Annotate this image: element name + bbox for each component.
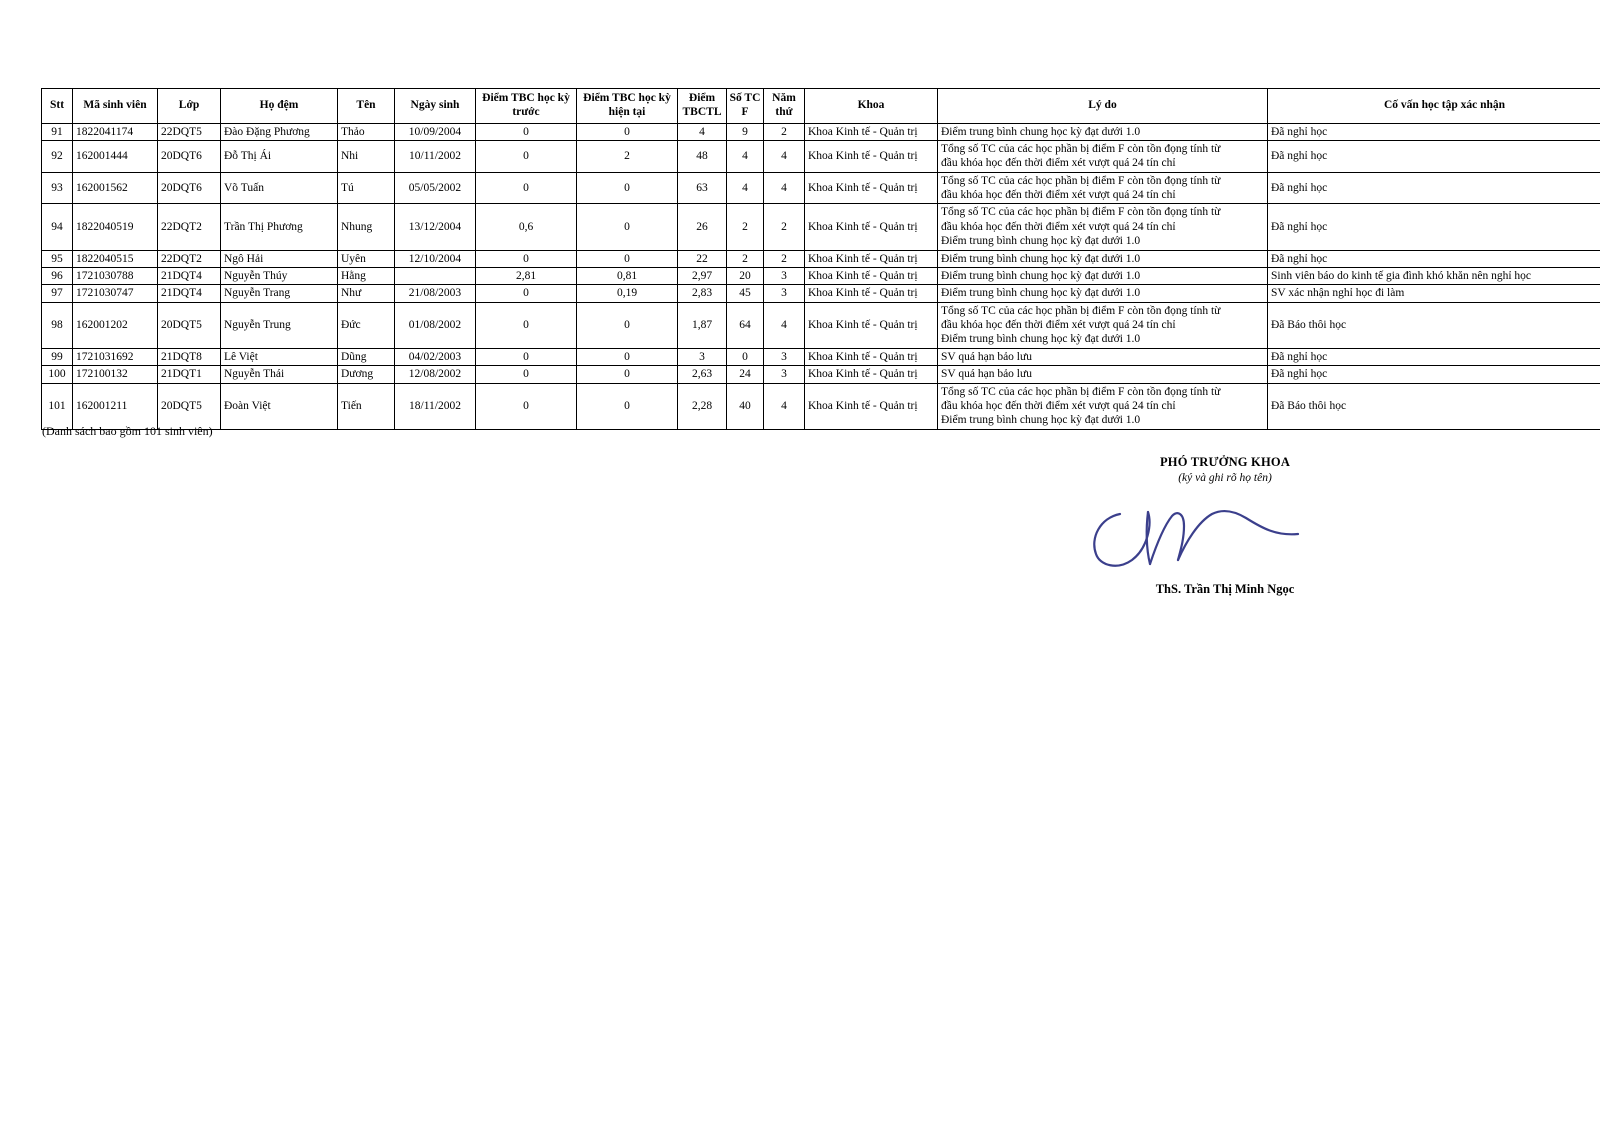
- cell-ten: Tiến: [338, 383, 395, 429]
- cell-ten: Dương: [338, 366, 395, 383]
- cell-ly-do: [938, 267, 1268, 284]
- cell-ma-sinh-vien: 1822040519: [73, 204, 158, 250]
- header-nam-thu: Năm thứ: [764, 89, 805, 124]
- cell-ngay-sinh: 12/08/2002: [395, 366, 476, 383]
- cell-diem-tbc-ky-hien-tai: 0: [577, 204, 678, 250]
- cell-ten: Uyên: [338, 250, 395, 267]
- table-row: [42, 285, 1600, 302]
- table-row: [42, 172, 1600, 204]
- ly-do-line: Điểm trung bình chung học kỳ đạt dưới 1.0: [941, 287, 1141, 300]
- cell-ngay-sinh: 10/09/2004: [395, 123, 476, 140]
- cell-diem-tbc-ky-truoc: 0: [476, 140, 577, 172]
- cell-diem-tbc-ky-truoc: 0: [476, 302, 577, 348]
- signature-instruction: (ký và ghi rõ họ tên): [1178, 472, 1272, 484]
- cell-ly-do: [938, 123, 1268, 140]
- ly-do-line: đầu khóa học đến thời điểm xét vượt quá 24 tín chỉ: [941, 189, 1176, 202]
- cell-khoa: Khoa Kinh tế - Quản trị: [805, 267, 938, 284]
- cell-lop: 22DQT2: [158, 250, 221, 267]
- cell-diem-tbctl: 26: [678, 204, 727, 250]
- cell-khoa: Khoa Kinh tế - Quản trị: [805, 285, 938, 302]
- cell-ma-sinh-vien: 1721031692: [73, 348, 158, 365]
- cell-ma-sinh-vien: 162001202: [73, 302, 158, 348]
- cell-lop: 21DQT8: [158, 348, 221, 365]
- cell-ngay-sinh: 10/11/2002: [395, 140, 476, 172]
- cell-ho-dem: Đoàn Việt: [221, 383, 338, 429]
- table-header: [42, 89, 1600, 124]
- cell-ho-dem: Trần Thị Phương: [221, 204, 338, 250]
- cell-diem-tbctl: 2,28: [678, 383, 727, 429]
- cell-so-tc-f: 20: [727, 267, 764, 284]
- cell-so-tc-f: 9: [727, 123, 764, 140]
- cell-diem-tbc-ky-truoc: 0: [476, 250, 577, 267]
- cell-ho-dem: Ngô Hải: [221, 250, 338, 267]
- header-ngay-sinh: Ngày sinh: [395, 89, 476, 124]
- cell-diem-tbc-ky-hien-tai: 0: [577, 250, 678, 267]
- cell-co-van: Đã nghỉ học: [1268, 348, 1600, 365]
- cell-ma-sinh-vien: 1822040515: [73, 250, 158, 267]
- cell-stt: 101: [42, 383, 73, 429]
- cell-diem-tbc-ky-hien-tai: 0: [577, 123, 678, 140]
- cell-ly-do: [938, 383, 1268, 429]
- cell-co-van: Đã nghỉ học: [1268, 172, 1600, 204]
- cell-stt: 100: [42, 366, 73, 383]
- table-row: [42, 383, 1600, 429]
- cell-nam-thu: 3: [764, 366, 805, 383]
- ly-do-line: Điểm trung bình chung học kỳ đạt dưới 1.0: [941, 269, 1141, 282]
- cell-diem-tbc-ky-hien-tai: 0,19: [577, 285, 678, 302]
- student-table: [41, 88, 1600, 430]
- ly-do-line: đầu khóa học đến thời điểm xét vượt quá 24 tín chỉ: [941, 220, 1176, 233]
- cell-so-tc-f: 4: [727, 172, 764, 204]
- cell-nam-thu: 2: [764, 123, 805, 140]
- cell-ma-sinh-vien: 1721030788: [73, 267, 158, 284]
- header-ho-dem: Họ đệm: [221, 89, 338, 124]
- cell-so-tc-f: 45: [727, 285, 764, 302]
- cell-ho-dem: Nguyễn Trang: [221, 285, 338, 302]
- table-row: [42, 140, 1600, 172]
- cell-nam-thu: 4: [764, 172, 805, 204]
- table-row: [42, 250, 1600, 267]
- cell-ho-dem: Đỗ Thị Ái: [221, 140, 338, 172]
- cell-diem-tbctl: 3: [678, 348, 727, 365]
- ly-do-line: SV quá hạn bảo lưu: [941, 368, 1032, 381]
- table-row: [42, 366, 1600, 383]
- cell-stt: 91: [42, 123, 73, 140]
- table-header-row: [42, 89, 1600, 124]
- ly-do-line: Tổng số TC của các học phần bị điểm F còn tồn đọng tính từ: [941, 304, 1221, 317]
- cell-ly-do: [938, 250, 1268, 267]
- cell-diem-tbctl: 2,63: [678, 366, 727, 383]
- cell-diem-tbctl: 4: [678, 123, 727, 140]
- ly-do-line: đầu khóa học đến thời điểm xét vượt quá 24 tín chỉ: [941, 157, 1176, 170]
- header-ma-sinh-vien: Mã sinh viên: [73, 89, 158, 124]
- cell-ngay-sinh: 05/05/2002: [395, 172, 476, 204]
- cell-stt: 94: [42, 204, 73, 250]
- cell-lop: 20DQT6: [158, 140, 221, 172]
- cell-lop: 20DQT5: [158, 302, 221, 348]
- cell-co-van: Đã nghỉ học: [1268, 250, 1600, 267]
- cell-lop: 21DQT1: [158, 366, 221, 383]
- cell-diem-tbc-ky-truoc: 0: [476, 383, 577, 429]
- cell-diem-tbctl: 2,83: [678, 285, 727, 302]
- cell-co-van: Sinh viên báo do kinh tế gia đình khó khăn nên nghỉ học: [1268, 267, 1600, 284]
- cell-ma-sinh-vien: 172100132: [73, 366, 158, 383]
- table-body: [42, 123, 1600, 429]
- cell-khoa: Khoa Kinh tế - Quản trị: [805, 123, 938, 140]
- ly-do-line: Điểm trung bình chung học kỳ đạt dưới 1.0: [941, 414, 1141, 427]
- cell-ten: Nhung: [338, 204, 395, 250]
- cell-diem-tbc-ky-truoc: 0: [476, 285, 577, 302]
- cell-co-van: Đã Báo thôi học: [1268, 383, 1600, 429]
- header-diem-tbctl: Điểm TBCTL: [678, 89, 727, 124]
- cell-stt: 97: [42, 285, 73, 302]
- cell-khoa: Khoa Kinh tế - Quản trị: [805, 172, 938, 204]
- cell-ma-sinh-vien: 162001562: [73, 172, 158, 204]
- table-row: [42, 204, 1600, 250]
- header-ten: Tên: [338, 89, 395, 124]
- cell-khoa: Khoa Kinh tế - Quản trị: [805, 348, 938, 365]
- ly-do-line: Điểm trung bình chung học kỳ đạt dưới 1.0: [941, 252, 1141, 265]
- cell-ngay-sinh: 13/12/2004: [395, 204, 476, 250]
- cell-nam-thu: 2: [764, 204, 805, 250]
- cell-ngay-sinh: 21/08/2003: [395, 285, 476, 302]
- cell-ma-sinh-vien: 1822041174: [73, 123, 158, 140]
- cell-diem-tbc-ky-hien-tai: 0: [577, 348, 678, 365]
- cell-ngay-sinh: [395, 267, 476, 284]
- cell-ma-sinh-vien: 162001211: [73, 383, 158, 429]
- cell-diem-tbc-ky-hien-tai: 2: [577, 140, 678, 172]
- header-khoa: Khoa: [805, 89, 938, 124]
- cell-diem-tbc-ky-hien-tai: 0: [577, 383, 678, 429]
- ly-do-line: Tổng số TC của các học phần bị điểm F còn tồn đọng tính từ: [941, 206, 1221, 219]
- cell-diem-tbc-ky-hien-tai: 0: [577, 172, 678, 204]
- cell-co-van: Đã nghỉ học: [1268, 123, 1600, 140]
- ly-do-line: SV quá hạn bảo lưu: [941, 350, 1032, 363]
- cell-so-tc-f: 24: [727, 366, 764, 383]
- cell-ho-dem: Võ Tuấn: [221, 172, 338, 204]
- ly-do-line: Điểm trung bình chung học kỳ đạt dưới 1.0: [941, 125, 1141, 138]
- cell-diem-tbc-ky-truoc: 0: [476, 348, 577, 365]
- cell-ten: Thảo: [338, 123, 395, 140]
- table-row: [42, 302, 1600, 348]
- cell-diem-tbctl: 2,97: [678, 267, 727, 284]
- cell-nam-thu: 3: [764, 267, 805, 284]
- cell-ho-dem: Lê Việt: [221, 348, 338, 365]
- table-row: [42, 348, 1600, 365]
- ly-do-line: đầu khóa học đến thời điểm xét vượt quá 24 tín chỉ: [941, 319, 1176, 332]
- cell-ly-do: [938, 140, 1268, 172]
- cell-ho-dem: Nguyễn Thúy: [221, 267, 338, 284]
- ly-do-line: Tổng số TC của các học phần bị điểm F còn tồn đọng tính từ: [941, 142, 1221, 155]
- header-lop: Lớp: [158, 89, 221, 124]
- cell-ten: Hằng: [338, 267, 395, 284]
- cell-ly-do: [938, 172, 1268, 204]
- cell-ten: Đức: [338, 302, 395, 348]
- cell-ho-dem: Đào Đặng Phương: [221, 123, 338, 140]
- cell-nam-thu: 3: [764, 348, 805, 365]
- student-table-container: [41, 88, 1551, 430]
- cell-ly-do: [938, 285, 1268, 302]
- list-count-note: (Danh sách bao gồm 101 sinh viên): [42, 424, 213, 438]
- cell-ngay-sinh: 18/11/2002: [395, 383, 476, 429]
- cell-lop: 20DQT6: [158, 172, 221, 204]
- header-stt: Stt: [42, 89, 73, 124]
- cell-diem-tbc-ky-truoc: 0: [476, 123, 577, 140]
- cell-lop: 22DQT5: [158, 123, 221, 140]
- cell-ten: Tú: [338, 172, 395, 204]
- cell-nam-thu: 4: [764, 383, 805, 429]
- cell-so-tc-f: 2: [727, 204, 764, 250]
- cell-khoa: Khoa Kinh tế - Quản trị: [805, 302, 938, 348]
- cell-stt: 98: [42, 302, 73, 348]
- cell-ngay-sinh: 12/10/2004: [395, 250, 476, 267]
- cell-stt: 99: [42, 348, 73, 365]
- ly-do-line: Điểm trung bình chung học kỳ đạt dưới 1.0: [941, 333, 1141, 346]
- cell-diem-tbc-ky-hien-tai: 0: [577, 302, 678, 348]
- table-row: [42, 267, 1600, 284]
- cell-khoa: Khoa Kinh tế - Quản trị: [805, 250, 938, 267]
- cell-ten: Như: [338, 285, 395, 302]
- cell-ly-do: [938, 302, 1268, 348]
- cell-ma-sinh-vien: 1721030747: [73, 285, 158, 302]
- ly-do-line: Tổng số TC của các học phần bị điểm F còn tồn đọng tính từ: [941, 174, 1221, 187]
- cell-lop: 21DQT4: [158, 285, 221, 302]
- cell-so-tc-f: 4: [727, 140, 764, 172]
- cell-stt: 92: [42, 140, 73, 172]
- cell-ten: Nhi: [338, 140, 395, 172]
- cell-diem-tbc-ky-hien-tai: 0: [577, 366, 678, 383]
- cell-diem-tbctl: 48: [678, 140, 727, 172]
- cell-stt: 93: [42, 172, 73, 204]
- cell-diem-tbc-ky-truoc: 0: [476, 172, 577, 204]
- cell-khoa: Khoa Kinh tế - Quản trị: [805, 383, 938, 429]
- cell-nam-thu: 2: [764, 250, 805, 267]
- cell-ly-do: [938, 348, 1268, 365]
- cell-so-tc-f: 40: [727, 383, 764, 429]
- signature-block: [1060, 455, 1390, 597]
- ly-do-line: Điểm trung bình chung học kỳ đạt dưới 1.0: [941, 235, 1141, 248]
- cell-ho-dem: Nguyễn Trung: [221, 302, 338, 348]
- cell-nam-thu: 4: [764, 140, 805, 172]
- cell-co-van: SV xác nhận nghỉ học đi làm: [1268, 285, 1600, 302]
- cell-khoa: Khoa Kinh tế - Quản trị: [805, 204, 938, 250]
- header-co-van: Cố vấn học tập xác nhận: [1268, 89, 1600, 124]
- cell-stt: 95: [42, 250, 73, 267]
- cell-so-tc-f: 0: [727, 348, 764, 365]
- cell-khoa: Khoa Kinh tế - Quản trị: [805, 140, 938, 172]
- cell-co-van: Đã nghỉ học: [1268, 366, 1600, 383]
- cell-ma-sinh-vien: 162001444: [73, 140, 158, 172]
- cell-ten: Dũng: [338, 348, 395, 365]
- cell-diem-tbc-ky-hien-tai: 0,81: [577, 267, 678, 284]
- ly-do-line: đầu khóa học đến thời điểm xét vượt quá 24 tín chỉ: [941, 399, 1176, 412]
- cell-lop: 22DQT2: [158, 204, 221, 250]
- cell-diem-tbctl: 1,87: [678, 302, 727, 348]
- cell-khoa: Khoa Kinh tế - Quản trị: [805, 366, 938, 383]
- cell-ngay-sinh: 04/02/2003: [395, 348, 476, 365]
- cell-nam-thu: 4: [764, 302, 805, 348]
- cell-co-van: Đã nghỉ học: [1268, 140, 1600, 172]
- cell-lop: 21DQT4: [158, 267, 221, 284]
- cell-nam-thu: 3: [764, 285, 805, 302]
- cell-diem-tbc-ky-truoc: 2,81: [476, 267, 577, 284]
- handwritten-signature-icon: [1060, 502, 1390, 580]
- cell-so-tc-f: 64: [727, 302, 764, 348]
- cell-ly-do: [938, 204, 1268, 250]
- header-diem-tbc-ky-truoc: Điểm TBC học kỳ trước: [476, 89, 577, 124]
- cell-stt: 96: [42, 267, 73, 284]
- cell-co-van: Đã Báo thôi học: [1268, 302, 1600, 348]
- table-row: [42, 123, 1600, 140]
- cell-diem-tbc-ky-truoc: 0: [476, 366, 577, 383]
- signature-title: PHÓ TRƯỞNG KHOA: [1159, 455, 1291, 469]
- cell-diem-tbc-ky-truoc: 0,6: [476, 204, 577, 250]
- cell-diem-tbctl: 22: [678, 250, 727, 267]
- header-diem-tbc-ky-hien-tai: Điểm TBC học kỳ hiện tại: [577, 89, 678, 124]
- signer-name: ThS. Trần Thị Minh Ngọc: [1155, 582, 1295, 596]
- cell-co-van: Đã nghỉ học: [1268, 204, 1600, 250]
- ly-do-line: Tổng số TC của các học phần bị điểm F còn tồn đọng tính từ: [941, 385, 1221, 398]
- header-so-tc-f: Số TC F: [727, 89, 764, 124]
- cell-lop: 20DQT5: [158, 383, 221, 429]
- cell-diem-tbctl: 63: [678, 172, 727, 204]
- cell-so-tc-f: 2: [727, 250, 764, 267]
- cell-ngay-sinh: 01/08/2002: [395, 302, 476, 348]
- cell-ho-dem: Nguyễn Thái: [221, 366, 338, 383]
- header-ly-do: Lý do: [938, 89, 1268, 124]
- cell-ly-do: [938, 366, 1268, 383]
